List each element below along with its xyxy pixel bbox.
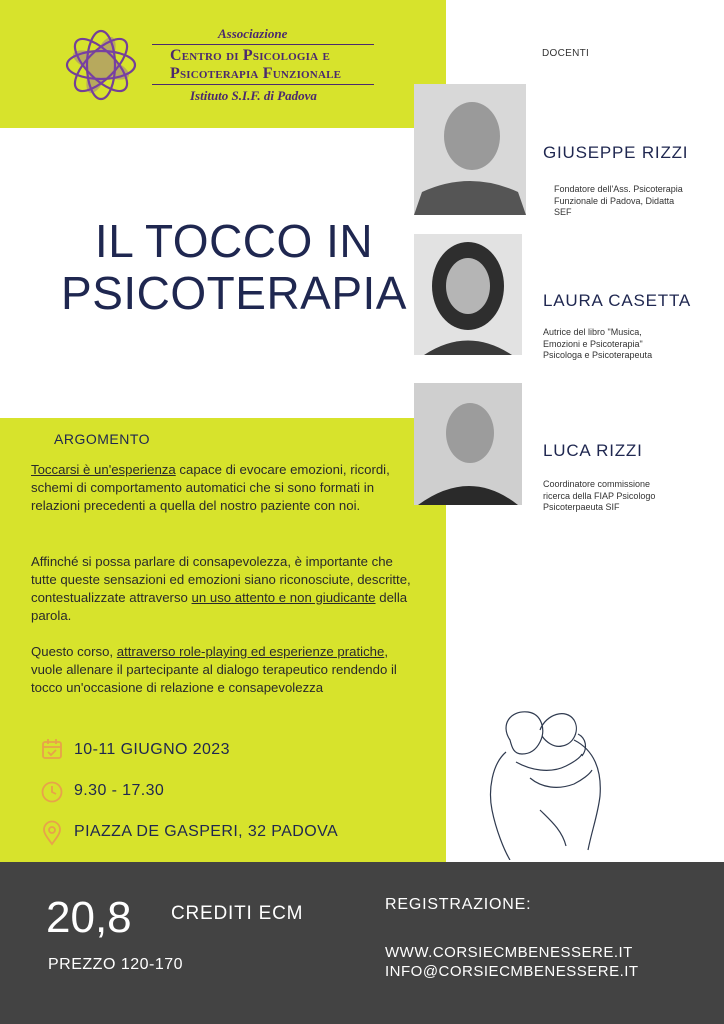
- teacher-desc-3-line2: ricerca della FIAP Psicologo: [543, 490, 656, 501]
- teacher-name-1: GIUSEPPE RIZZI: [543, 143, 689, 162]
- teacher-desc-1: [554, 184, 704, 219]
- teacher-photo-luca: [414, 383, 522, 505]
- credits-value: 20,8: [46, 893, 132, 942]
- argomento-p3-b: , vuole allenare il partecipante al dialogo terapeutico rendendo il tocco un'occasione di relazione e consapevolezza: [31, 644, 397, 695]
- teacher-desc-1-line1: Fondatore dell'Ass. Psicoterapia: [554, 184, 683, 194]
- argomento-p2-a: Affinché si possa parlare di consapevolezza, è importante che tutte queste sensazioni ed emozioni siano riconosciute, descritte, contestualizzate attraverso: [31, 554, 411, 605]
- website-link[interactable]: WWW.CORSIECMBENESSERE.IT: [385, 944, 633, 961]
- teacher-photo-giuseppe: [414, 84, 526, 215]
- argomento-title: ARGOMENTO: [54, 431, 151, 447]
- teacher-desc-2-line2: Emozioni e Psicoterapia": [543, 338, 643, 349]
- teacher-desc-3-line3: Psicoterpaeuta SIF: [543, 502, 620, 512]
- clock-icon: [40, 780, 64, 804]
- credits-label: CREDITI ECM: [171, 903, 304, 924]
- price: PREZZO 120-170: [48, 956, 184, 973]
- argomento-p2-underlined: un uso attento e non giudicante: [191, 590, 376, 605]
- course-time: 9.30 - 17.30: [74, 782, 165, 799]
- course-date: 10-11 GIUGNO 2023: [74, 741, 230, 758]
- teacher-desc-2: [543, 327, 703, 362]
- email-link[interactable]: INFO@CORSIECMBENESSERE.IT: [385, 963, 639, 980]
- course-location: PIAZZA DE GASPERI, 32 PADOVA: [74, 823, 339, 840]
- hug-illustration: [470, 700, 640, 860]
- argomento-paragraph-1: [31, 461, 411, 515]
- argomento-paragraph-2: [31, 553, 411, 625]
- registration-label: REGISTRAZIONE:: [385, 896, 532, 913]
- argomento-p3-underlined: attraverso role-playing ed esperienze pratiche: [116, 644, 385, 659]
- location-pin-icon: [40, 820, 64, 846]
- argomento-p1-underlined: Toccarsi è un'esperienza: [31, 462, 176, 477]
- teacher-photo-laura: [414, 234, 522, 355]
- docenti-label: DOCENTI: [542, 48, 590, 59]
- argomento-paragraph-3: [31, 643, 411, 697]
- title-line-2: PSICOTERAPIA: [61, 267, 407, 319]
- argomento-p1-rest: capace di evocare emozioni, ricordi, schemi di comportamento automatici che si sono formati in relazioni precedenti a quella del nostro paziente con noi.: [31, 462, 390, 513]
- calendar-icon: [40, 737, 64, 761]
- argomento-p3-a: Questo corso,: [31, 644, 117, 659]
- teacher-name-2: LAURA CASETTA: [543, 291, 692, 310]
- teacher-desc-1-line3: SEF: [554, 207, 572, 217]
- teacher-desc-3: [543, 479, 703, 514]
- argomento-p2-b: della parola.: [31, 590, 408, 623]
- header-rule-bottom: [152, 84, 374, 85]
- teacher-desc-3-line1: Coordinatore commissione: [543, 479, 651, 489]
- page-title: [54, 215, 414, 319]
- title-line-1: IL TOCCO IN: [94, 215, 374, 267]
- purple-flower-logo-icon: [62, 26, 140, 104]
- association-name-line2: Psicoterapia Funzionale: [170, 65, 342, 82]
- header-rule-top: [152, 44, 374, 45]
- teacher-desc-2-line3: Psicologa e Psicoterapeuta: [543, 350, 653, 360]
- teacher-desc-2-line1: Autrice del libro "Musica,: [543, 327, 642, 337]
- association-label: Associazione: [218, 26, 288, 41]
- teacher-desc-1-line2: Funzionale di Padova, Didatta: [554, 195, 675, 206]
- association-name-line1: Centro di Psicologia e: [170, 47, 330, 64]
- teacher-name-3: LUCA RIZZI: [543, 441, 643, 460]
- institute-label: Istituto S.I.F. di Padova: [190, 88, 317, 103]
